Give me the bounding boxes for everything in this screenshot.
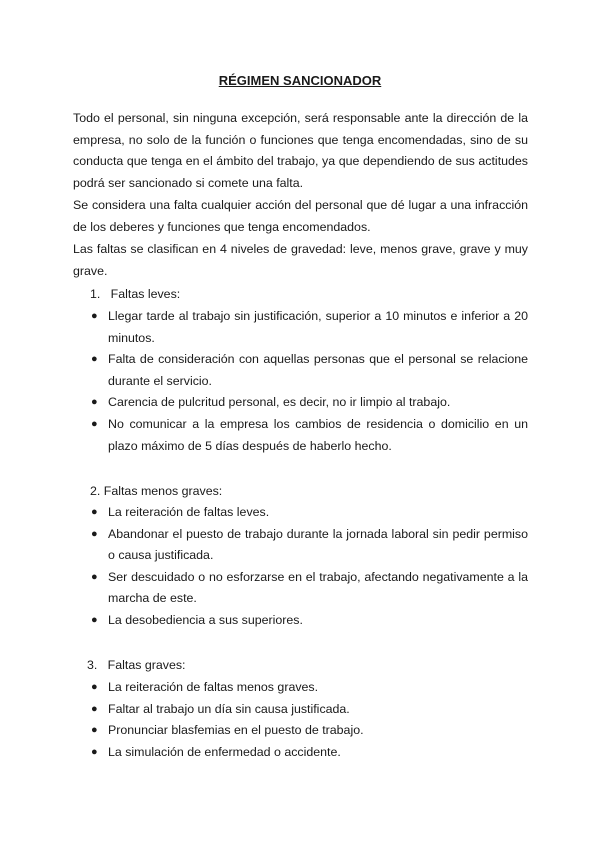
list-item: ● Pronunciar blasfemias en el puesto de trabajo. [0, 720, 528, 742]
bullet-icon: ● [91, 613, 98, 626]
list-item: ● Falta de consideración con aquellas personas que el personal se relacione durante el servicio. [0, 349, 528, 392]
section-heading-leves: 1. Faltas leves: [90, 287, 181, 301]
intro-paragraph: Todo el personal, sin ninguna excepción, será responsable ante la dirección de la empresa, no solo de la función o funciones que tenga encomendadas, sino de su conducta que tenga en el ámbito del trabajo, ya que dependiendo de sus actitudes podrá ser sancionado si comete una falta. [73, 111, 528, 190]
list-faltas-graves [0, 677, 600, 763]
definition-paragraph: Se considera una falta cualquier acción del personal que dé lugar a una infracción de los deberes y funciones que tenga encomendados. [73, 198, 528, 234]
list-item: ● La simulación de enfermedad o accidente. [0, 742, 528, 764]
bullet-icon: ● [91, 570, 98, 583]
bullet-icon: ● [91, 310, 98, 322]
list-item: ● La desobediencia a sus superiores. [0, 610, 528, 632]
classification-paragraph: Las faltas se clasifican en 4 niveles de gravedad: leve, menos grave, grave y muy grave. [73, 242, 528, 278]
bullet-icon: ● [91, 527, 98, 540]
bullet-icon: ● [91, 745, 98, 758]
list-item: ● Faltar al trabajo un día sin causa justificada. [0, 699, 528, 721]
list-item: ● Carencia de pulcritud personal, es decir, no ir limpio al trabajo. [0, 392, 528, 414]
bullet-icon: ● [91, 396, 98, 409]
list-item: ● La reiteración de faltas menos graves. [0, 677, 528, 699]
bullet-icon: ● [91, 702, 98, 715]
bullet-icon: ● [91, 506, 98, 518]
list-faltas-leves [0, 306, 600, 457]
document-title: RÉGIMEN SANCIONADOR [218, 73, 382, 88]
list-item: ● Ser descuidado o no esforzarse en el trabajo, afectando negativamente a la marcha de este. [0, 567, 528, 610]
section-heading-graves: 3. Faltas graves: [87, 658, 186, 672]
bullet-icon: ● [91, 353, 98, 366]
list-item: ● La reiteración de faltas leves. [0, 502, 528, 524]
bullet-icon: ● [91, 724, 98, 737]
list-item: ● Llegar tarde al trabajo sin justificación, superior a 10 minutos e inferior a 20 minutos. [0, 306, 528, 349]
section-heading-menos-graves: 2. Faltas menos graves: [90, 484, 223, 498]
list-item: ● Abandonar el puesto de trabajo durante la jornada laboral sin pedir permiso o causa justificada. [0, 524, 528, 567]
bullet-icon: ● [91, 417, 98, 430]
bullet-icon: ● [91, 681, 98, 693]
list-item: ● No comunicar a la empresa los cambios de residencia o domicilio en un plazo máximo de 5 días después de haberlo hecho. [0, 414, 528, 457]
list-faltas-menos-graves [0, 502, 600, 632]
